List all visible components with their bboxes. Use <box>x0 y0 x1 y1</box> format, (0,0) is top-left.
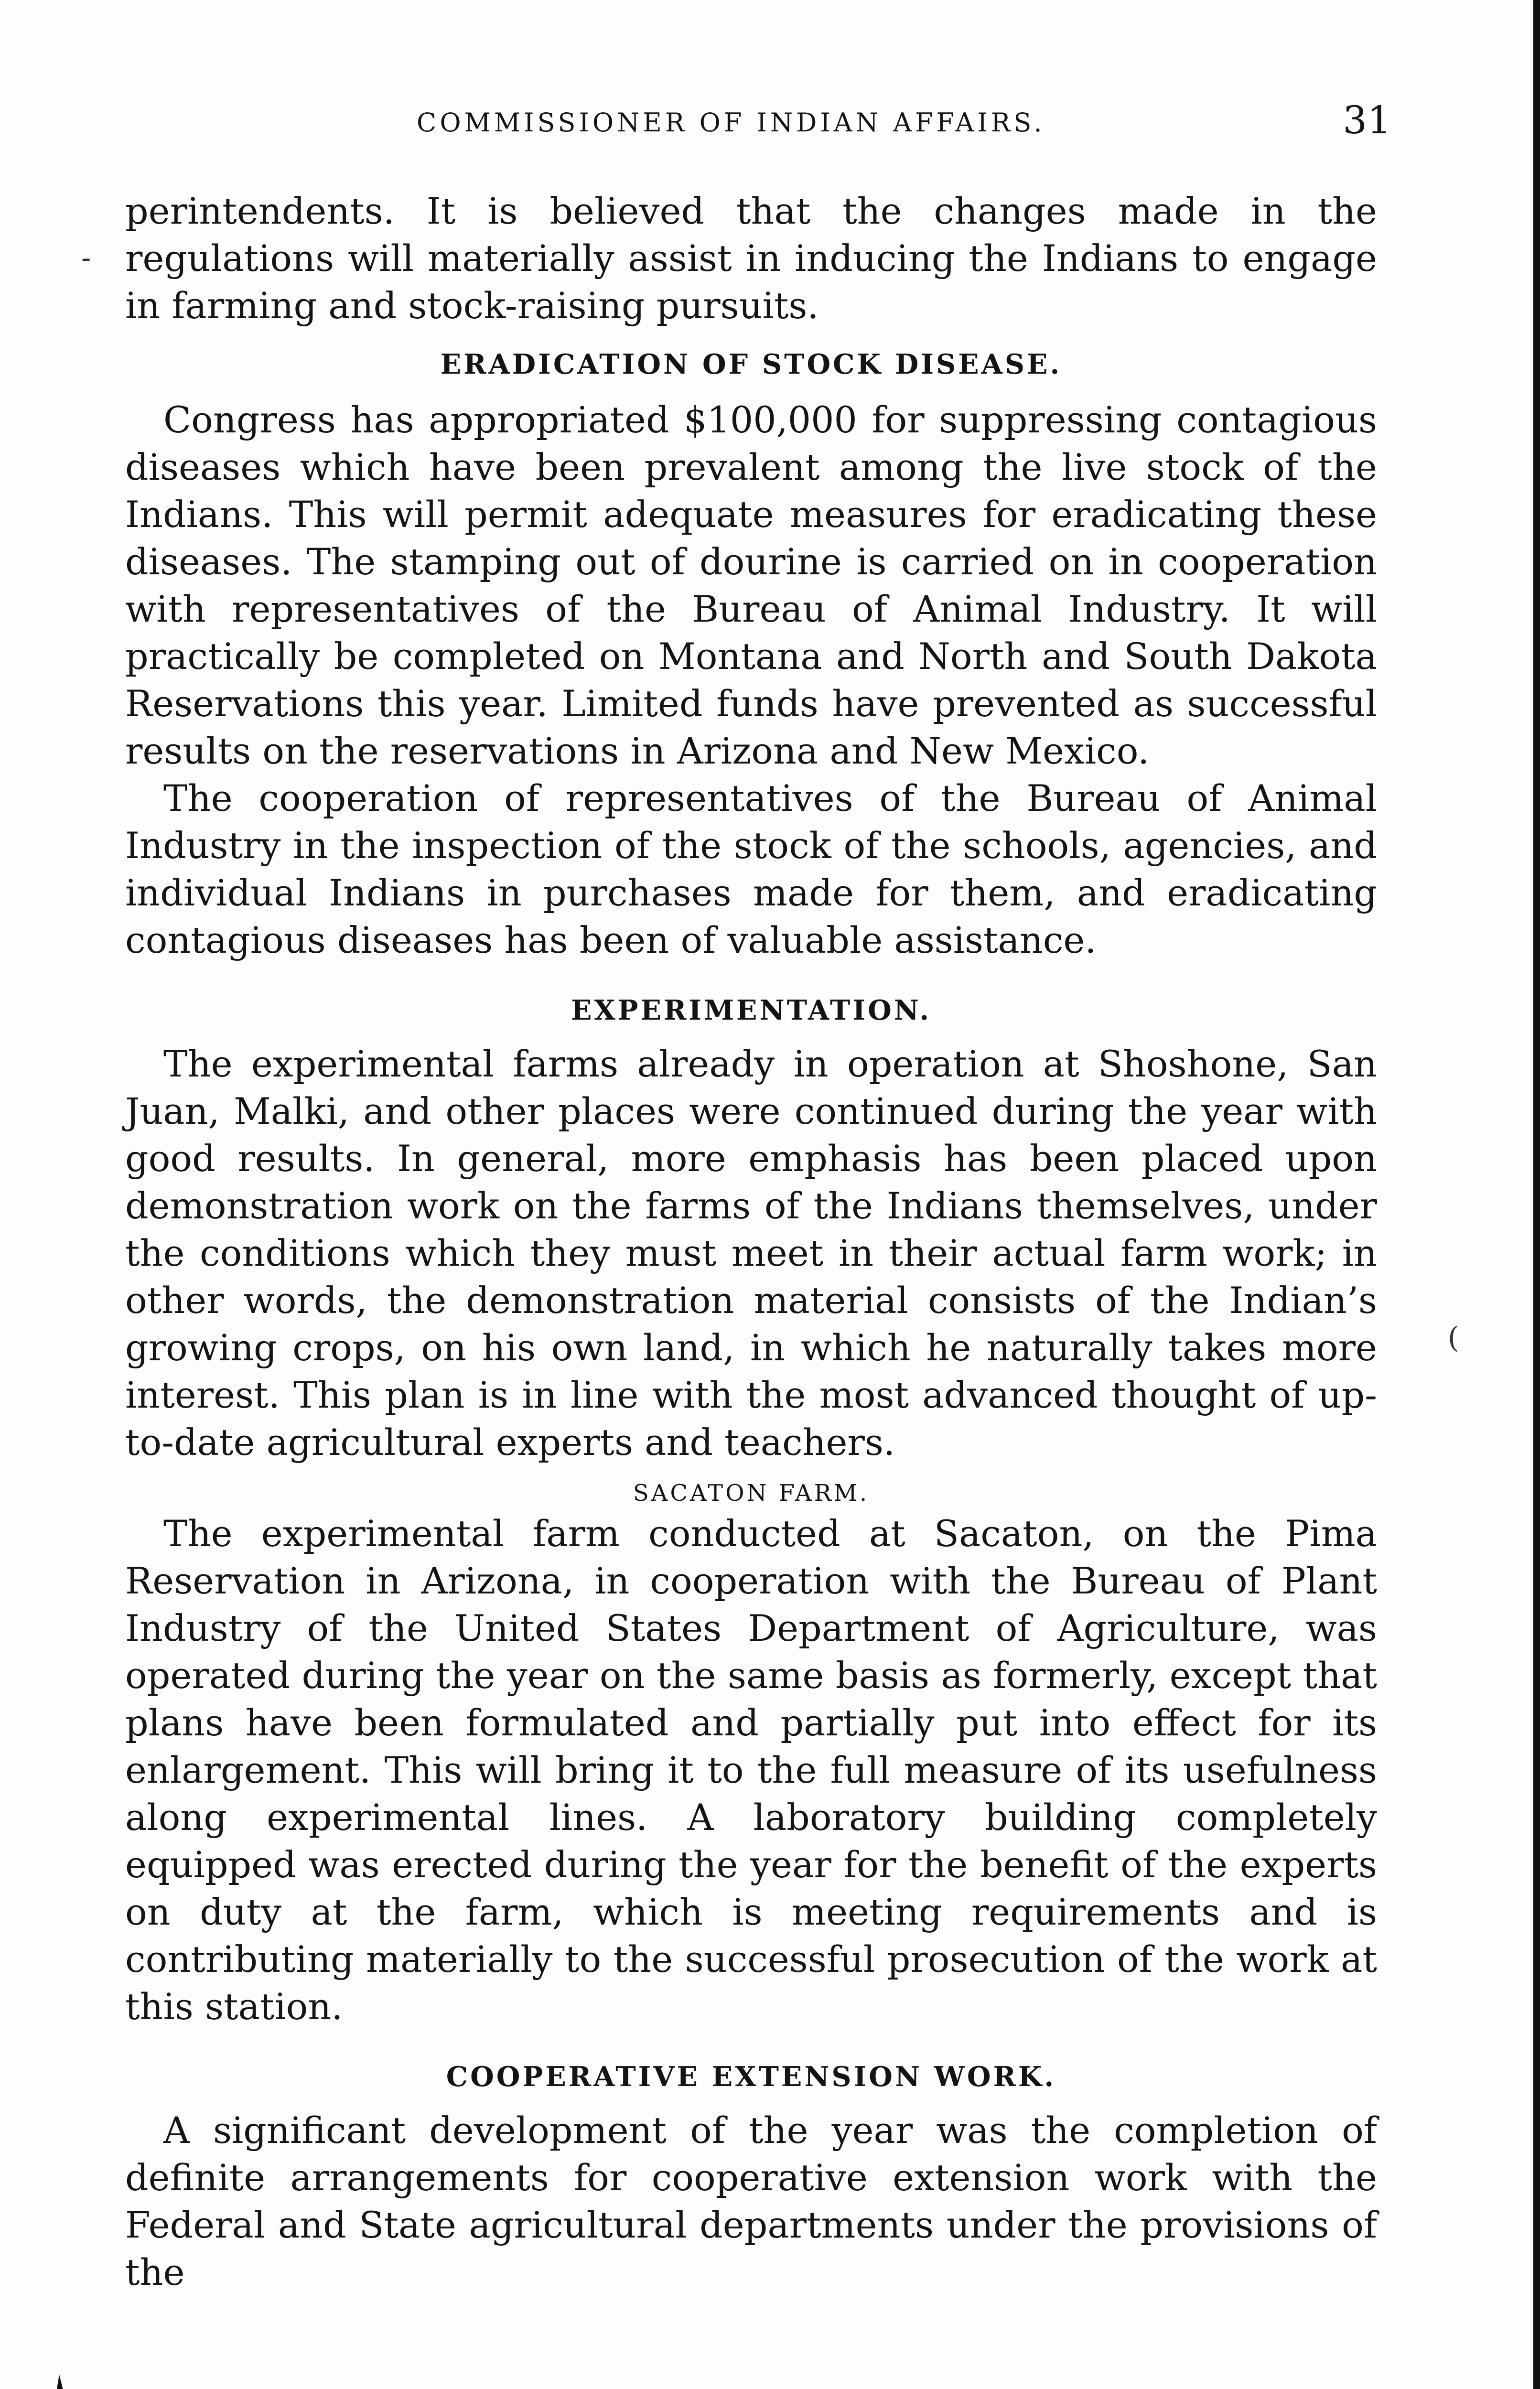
opening-paragraph: perintendents. It is believed that the changes made in the regulations will materially assist in inducing the Indians to engage in farming and stock-raising pursuits. <box>125 190 1377 327</box>
corner-ink-blot <box>40 2375 131 2389</box>
paragraph: The experimental farms already in operation at Shoshone, San Juan, Malki, and other places were continued during the year with good results. In general, more emphasis has been placed upon demonstration work on the farms of the Indians themselves, under the conditions which they must meet in their actual farm work; in other words, the demonstration material consists of the Indian’s growing crops, on his own land, in which he naturally takes more interest. This plan is in line with the most advanced thought of up-to-date agricultural experts and teachers. <box>125 1043 1377 1464</box>
margin-mark: ‐ <box>81 241 91 275</box>
margin-mark: ( <box>1448 1321 1459 1355</box>
paragraph: The experimental farm conducted at Sacaton, on the Pima Reservation in Arizona, in cooperation with the Bureau of Plant Industry of the United States Department of Agriculture, was operated during the year on the same basis as formerly, except that plans have been formulated and partially put into effect for its enlargement. This will bring it to the full measure of its usefulness along experimental lines. A laboratory building completely equipped was erected during the year for the benefit of the experts on duty at the farm, which is meeting requirements and is contributing materially to the successful prosecution of the work at this station. <box>125 1512 1377 2028</box>
running-head: COMMISSIONER OF INDIAN AFFAIRS. <box>417 108 1045 138</box>
page-header <box>125 98 1391 141</box>
paragraph: The cooperation of representatives of the Bureau of Animal Industry in the inspection of the stock of the schools, agencies, and individual Indians in purchases made for them, and eradicating contagious diseases has been of valuable assistance. <box>125 777 1377 961</box>
paragraph: Congress has appropriated $100,000 for suppressing contagious diseases which have been prevalent among the live stock of the Indians. This will permit adequate measures for eradicating these diseases. The stamping out of dourine is carried on in cooperation with representatives of the Bureau of Animal Industry. It will practically be completed on Montana and North and South Dakota Reservations this year. Limited funds have prevented as successful results on the reservations in Arizona and New Mexico. <box>125 398 1377 772</box>
paragraph: A significant development of the year was the completion of definite arrangements for cooperative extension work with the Federal and State agricultural departments under the provisions of the <box>125 2109 1377 2293</box>
section-heading-stock-disease: ERADICATION OF STOCK DISEASE. <box>440 348 1062 380</box>
page-edge-shadow <box>1533 0 1540 2389</box>
page-number: 31 <box>1343 98 1391 142</box>
subsection-heading-sacaton-farm: SACATON FARM. <box>633 1480 870 1507</box>
page-body <box>125 187 1377 2296</box>
section-heading-experimentation: EXPERIMENTATION. <box>571 994 932 1026</box>
section-heading-cooperative-extension: COOPERATIVE EXTENSION WORK. <box>446 2061 1056 2093</box>
